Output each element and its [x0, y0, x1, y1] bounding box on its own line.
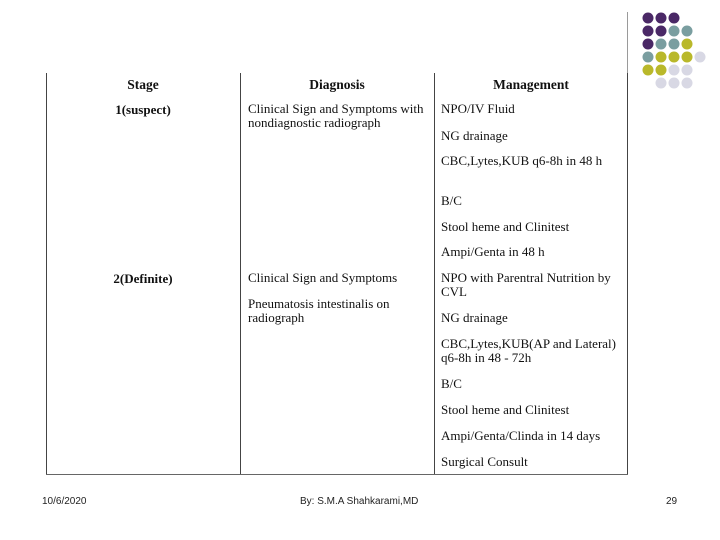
decorative-dot: [682, 39, 693, 50]
header-diagnosis: Diagnosis: [309, 77, 365, 92]
decorative-dot: [669, 52, 680, 63]
management-item: CBC,Lytes,KUB q6-8h in 48 h: [441, 153, 603, 168]
stage-cell: 2(Definite): [113, 271, 173, 286]
management-item: B/C: [441, 193, 462, 208]
decorative-dot: [643, 65, 654, 76]
management-item: NG drainage: [441, 310, 508, 325]
decorative-dot: [669, 39, 680, 50]
diagnosis-item: Clinical Sign and Symptoms with nondiagnostic radiograph: [248, 101, 424, 130]
header-management: Management: [493, 77, 569, 92]
decorative-dot: [682, 52, 693, 63]
management-item: NG drainage: [441, 128, 508, 143]
decorative-dot: [643, 26, 654, 37]
management-item: CBC,Lytes,KUB(AP and Lateral) q6-8h in 48 - 72h: [441, 336, 616, 365]
footer-date: 10/6/2020: [42, 496, 87, 507]
decorative-dot: [669, 13, 680, 24]
footer-author: By: S.M.A Shahkarami,MD: [300, 496, 419, 507]
decorative-dot: [695, 52, 706, 63]
stage-cell: 1(suspect): [115, 102, 171, 117]
decorative-dot: [643, 52, 654, 63]
decorative-dot: [656, 26, 667, 37]
decorative-dot: [643, 39, 654, 50]
decorative-dot: [656, 39, 667, 50]
management-item: Surgical Consult: [441, 454, 528, 469]
table-border-bottom: [46, 474, 628, 475]
management-item: NPO/IV Fluid: [441, 101, 515, 116]
diagnosis-item: Pneumatosis intestinalis on radiograph: [248, 296, 390, 325]
management-item: Stool heme and Clinitest: [441, 219, 570, 234]
management-item: B/C: [441, 376, 462, 391]
decorative-dot: [682, 78, 693, 89]
management-item: Ampi/Genta/Clinda in 14 days: [441, 428, 601, 443]
decorative-dot: [682, 26, 693, 37]
management-item: Stool heme and Clinitest: [441, 402, 570, 417]
decorative-dot: [656, 78, 667, 89]
staging-table: [46, 73, 628, 475]
footer-page-number: 29: [666, 496, 678, 507]
diagnosis-item: Clinical Sign and Symptoms: [248, 270, 398, 285]
decorative-dot: [656, 65, 667, 76]
table-border-right: [627, 73, 628, 475]
header-stage: Stage: [127, 77, 159, 92]
decorative-dot: [656, 52, 667, 63]
decorative-dot: [682, 65, 693, 76]
decorative-dot: [656, 13, 667, 24]
management-item: Ampi/Genta in 48 h: [441, 244, 545, 259]
decorative-dot: [643, 13, 654, 24]
table-column-divider: [240, 73, 241, 475]
decorative-dot: [669, 65, 680, 76]
decorative-dot: [669, 26, 680, 37]
management-item: NPO with Parentral Nutrition by CVL: [441, 270, 611, 299]
decorative-dot: [669, 78, 680, 89]
table-column-divider: [434, 73, 435, 475]
